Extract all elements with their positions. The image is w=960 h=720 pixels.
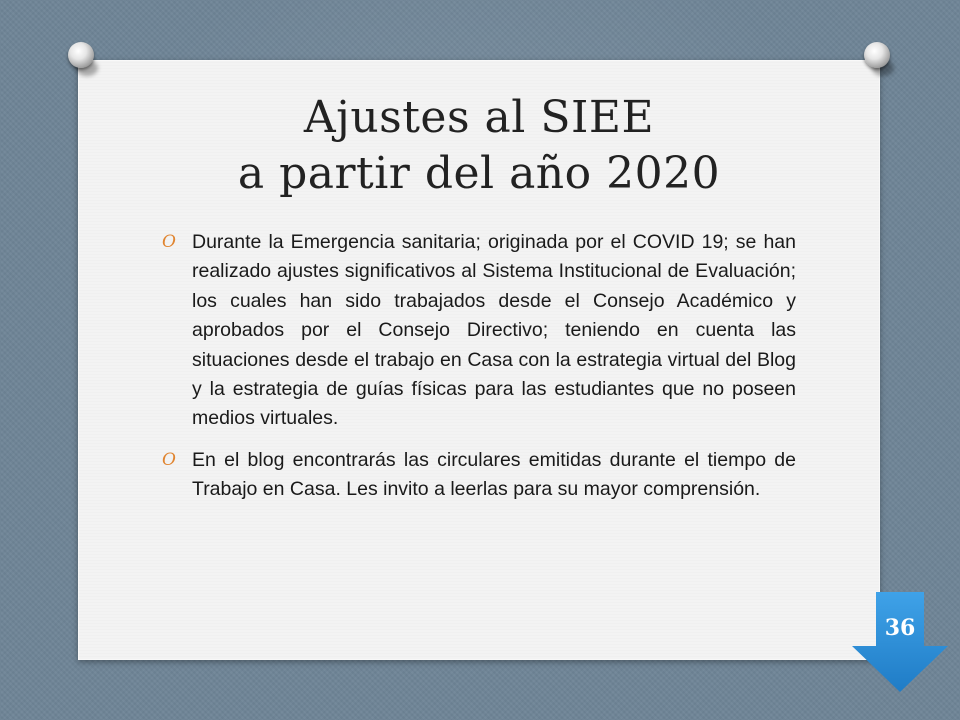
bullet-text: Durante la Emergencia sanitaria; originada por el COVID 19; se han realizado ajustes significativos al Sistema Institucional de Evaluación; los cuales han sido trabajados desde el Consejo Académico y aprobados por el Consejo Directivo; teniendo en cuenta las situaciones desde el trabajo en Casa con la estrategia virtual del Blog y la estrategia de guías físicas para las estudiantes que no poseen medios virtuales.	[192, 231, 796, 430]
page-number: 36	[884, 615, 916, 641]
bullet-marker: O	[162, 449, 176, 470]
bullet-item	[162, 446, 796, 505]
bullet-marker: O	[162, 232, 176, 252]
title-line-1: Ajustes al SIEE	[303, 92, 655, 143]
slide-title	[78, 90, 880, 202]
down-arrow-icon	[852, 592, 948, 692]
title-line-2: a partir del año 2020	[237, 148, 721, 199]
pushpin-icon	[862, 42, 892, 76]
bullet-item	[162, 228, 796, 434]
bullet-text: En el blog encontrarás las circulares emitidas durante el tiempo de Trabajo en Casa. Les invito a leerlas para su mayor comprensión.	[192, 448, 796, 501]
slide-body	[162, 228, 796, 517]
pushpin-icon	[66, 42, 96, 76]
